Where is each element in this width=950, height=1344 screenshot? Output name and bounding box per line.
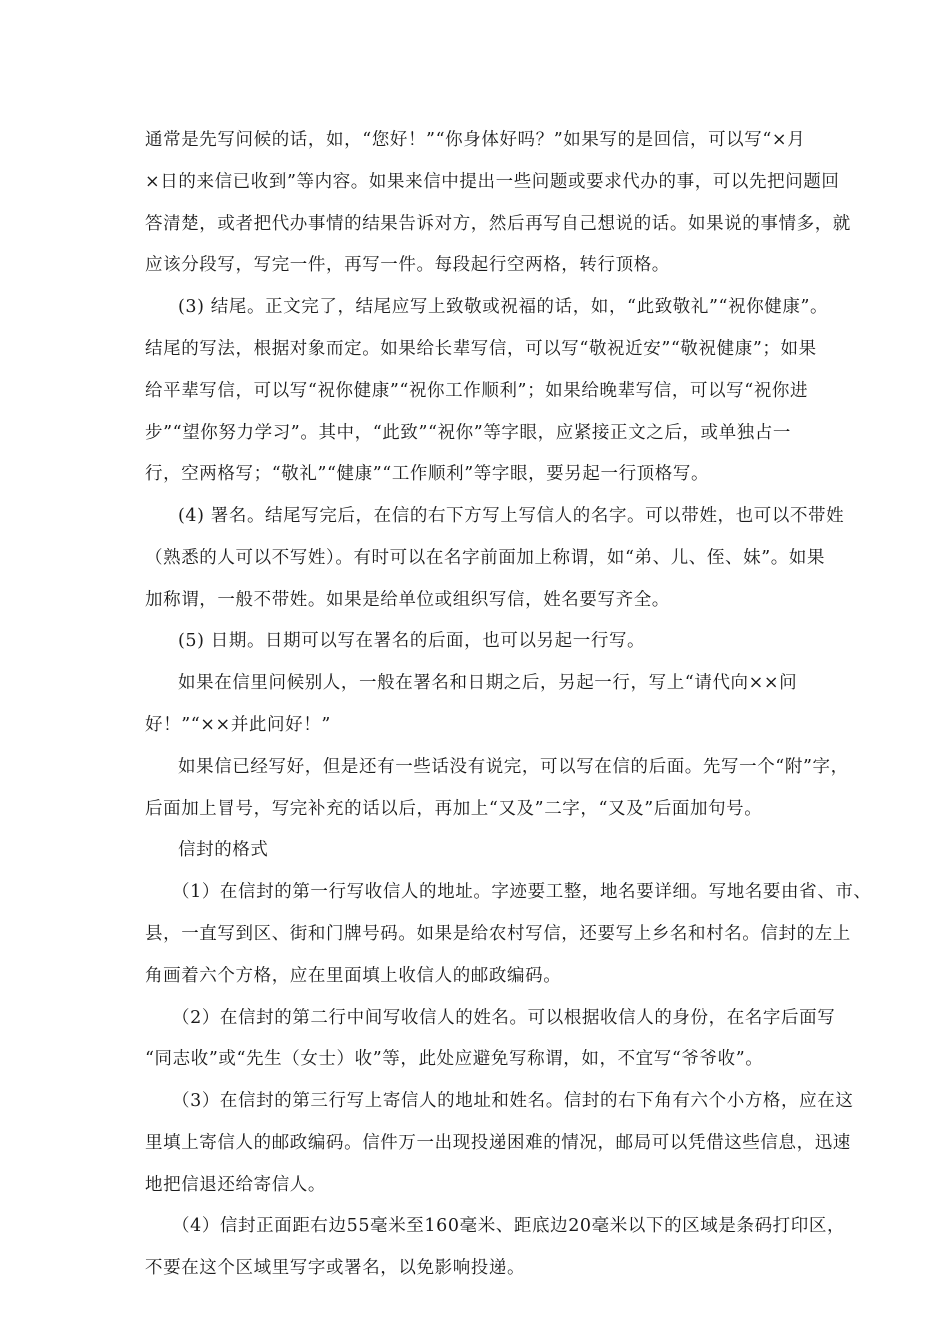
body-text-line: 结尾的写法，根据对象而定。如果给长辈写信，可以写“敬祝近安”“敬祝健康”；如果 (145, 339, 817, 359)
body-text-line: 行，空两格写；“敬礼”“健康”“工作顺利”等字眼，要另起一行顶格写。 (145, 464, 710, 484)
body-text-line: “同志收”或“先生（女士）收”等，此处应避免写称谓，如，不宜写“爷爷收”。 (145, 1049, 764, 1069)
body-text-line: 给平辈写信，可以写“祝你健康”“祝你工作顺利”；如果给晚辈写信，可以写“祝你进 (145, 381, 809, 401)
body-text-line: 如果在信里问候别人，一般在署名和日期之后，另起一行，写上“请代向××问 (178, 673, 798, 693)
body-text-line: (3) 结尾。正文完了，结尾应写上致敬或祝福的话，如，“此致敬礼”“祝你健康”。 (178, 297, 829, 317)
body-text-line: (4) 署名。结尾写完后，在信的右下方写上写信人的名字。可以带姓，也可以不带姓 (178, 506, 845, 526)
body-text-line: 答清楚，或者把代办事情的结果告诉对方，然后再写自己想说的话。如果说的事情多，就 (145, 214, 851, 234)
body-text-line: 步”“望你努力学习”。其中，“此致”“祝你”等字眼，应紧接正文之后，或单独占一 (145, 423, 792, 443)
body-text-line: ×日的来信已收到”等内容。如果来信中提出一些问题或要求代办的事，可以先把问题回 (145, 172, 840, 192)
section-heading: 信封的格式 (178, 840, 269, 860)
body-text-line: 里填上寄信人的邮政编码。信件万一出现投递困难的情况，邮局可以凭借这些信息，迅速 (145, 1133, 851, 1153)
body-text-line: 应该分段写，写完一件，再写一件。每段起行空两格，转行顶格。 (145, 255, 670, 275)
body-text-line: 通常是先写问候的话，如，“您好！”“你身体好吗？”如果写的是回信，可以写“×月 (145, 130, 806, 150)
body-text-line: (5) 日期。日期可以写在署名的后面，也可以另起一行写。 (178, 631, 646, 651)
body-text-line: （3）在信封的第三行写上寄信人的地址和姓名。信封的右下角有六个小方格，应在这 (172, 1091, 854, 1111)
body-text-line: （熟悉的人可以不写姓）。有时可以在名字前面加上称谓，如“弟、儿、侄、妹”。如果 (145, 548, 826, 568)
body-text-line: 角画着六个方格，应在里面填上收信人的邮政编码。 (145, 966, 562, 986)
body-text-line: 不要在这个区域里写字或署名，以免影响投递。 (145, 1258, 526, 1278)
body-text-line: 地把信退还给寄信人。 (145, 1175, 326, 1195)
body-text-line: 加称谓，一般不带姓。如果是给单位或组织写信，姓名要写齐全。 (145, 590, 670, 610)
body-text-line: （1）在信封的第一行写收信人的地址。字迹要工整，地名要详细。写地名要由省、市、 (172, 882, 872, 902)
body-text-line: （2）在信封的第二行中间写收信人的姓名。可以根据收信人的身份，在名字后面写 (172, 1008, 836, 1028)
body-text-line: 后面加上冒号，写完补充的话以后，再加上“又及”二字，“又及”后面加句号。 (145, 799, 763, 819)
body-text-line: 好！”“××并此问好！” (145, 715, 331, 735)
body-text-line: （4）信封正面距右边55毫米至160毫米、距底边20毫米以下的区域是条码打印区， (172, 1216, 846, 1236)
body-text-line: 如果信已经写好，但是还有一些话没有说完，可以写在信的后面。先写一个“附”字， (178, 757, 849, 777)
body-text-line: 县，一直写到区、街和门牌号码。如果是给农村写信，还要写上乡名和村名。信封的左上 (145, 924, 851, 944)
